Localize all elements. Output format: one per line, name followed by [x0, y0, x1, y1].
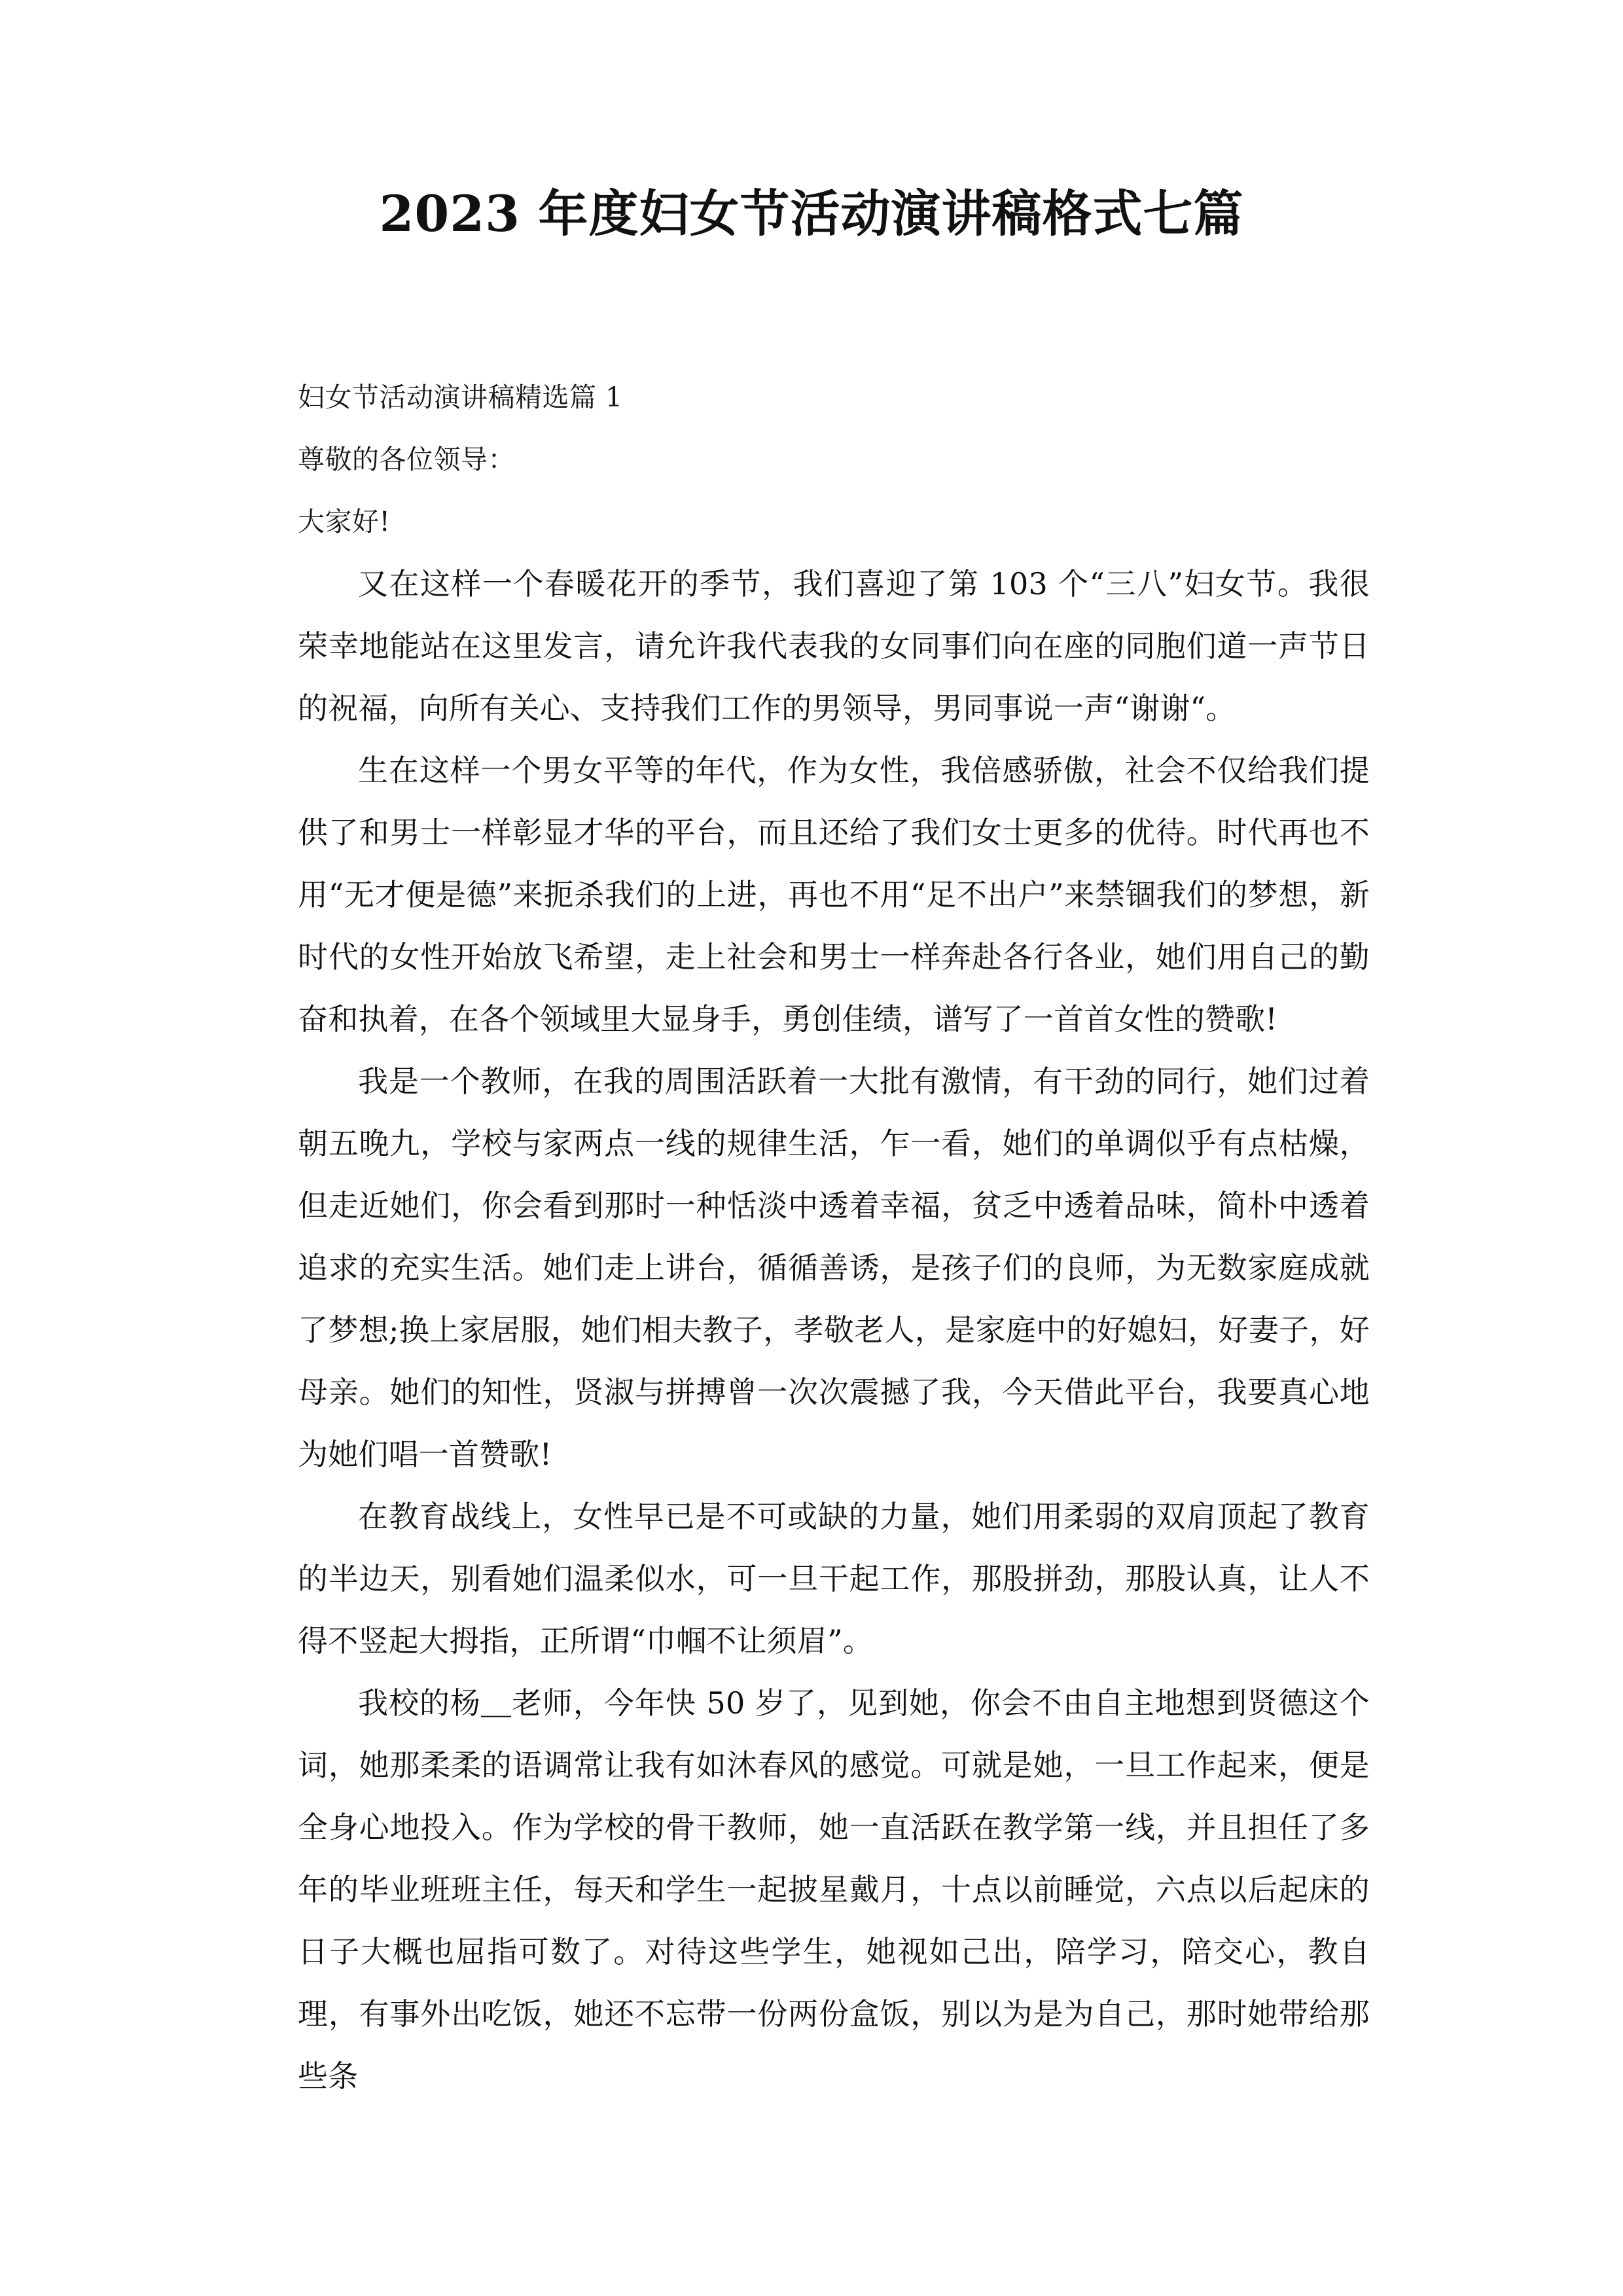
body-paragraph-5: 我校的杨＿老师，今年快 50 岁了，见到她，你会不由自主地想到贤德这个词，她那柔柔的语调常让我有如沐春风的感觉。可就是她，一旦工作起来，便是全身心地投入。作为学校的骨干教师，她一直活跃在教学第一线，并且担任了多年的毕业班班主任，每天和学生一起披星戴月，十点以前睡觉，六点以后起床的日子大概也屈指可数了。对待这些学生，她视如己出，陪学习，陪交心，教自理，有事外出吃饭，她还不忘带一份两份盒饭，别以为是为自己，那时她带给那些条	[298, 1685, 1370, 2094]
lead-line-article-heading: 妇女节活动演讲稿精选篇 1	[298, 382, 623, 413]
lead-line-greeting: 大家好!	[298, 506, 391, 537]
document-body	[298, 367, 1370, 2108]
body-paragraph-1: 又在这样一个春暖花开的季节，我们喜迎了第 103 个“三八”妇女节。我很荣幸地能站在这里发言，请允许我代表我的女同事们向在座的同胞们道一声节日的祝福，向所有关心、支持我们工作的男领导，男同事说一声“谢谢“。	[298, 566, 1370, 726]
body-paragraph-3: 我是一个教师，在我的周围活跃着一大批有激情，有干劲的同行，她们过着朝五晚九，学校与家两点一线的规律生活，乍一看，她们的单调似乎有点枯燥，但走近她们，你会看到那时一种恬淡中透着幸福，贫乏中透着品味，简朴中透着追求的充实生活。她们走上讲台，循循善诱，是孩子们的良师，为无数家庭成就了梦想;换上家居服，她们相夫教子，孝敬老人，是家庭中的好媳妇，好妻子，好母亲。她们的知性，贤淑与拼搏曾一次次震撼了我，今天借此平台，我要真心地为她们唱一首赞歌!	[298, 1064, 1370, 1472]
page-title: 2023 年度妇女节活动演讲稿格式七篇	[379, 185, 1244, 243]
body-paragraph-2: 生在这样一个男女平等的年代，作为女性，我倍感骄傲，社会不仅给我们提供了和男士一样彰显才华的平台，而且还给了我们女士更多的优待。时代再也不用“无才便是德”来扼杀我们的上进，再也不用“足不出户”来禁锢我们的梦想，新时代的女性开始放飞希望，走上社会和男士一样奔赴各行各业，她们用自己的勤奋和执着，在各个领域里大显身手，勇创佳绩，谱写了一首首女性的赞歌!	[298, 753, 1370, 1037]
lead-line-salutation: 尊敬的各位领导：	[298, 444, 515, 475]
body-paragraph-4: 在教育战线上，女性早已是不可或缺的力量，她们用柔弱的双肩顶起了教育的半边天，别看她们温柔似水，可一旦干起工作，那股拼劲，那股认真，让人不得不竖起大拇指，正所谓“巾帼不让须眉”。	[298, 1499, 1370, 1659]
